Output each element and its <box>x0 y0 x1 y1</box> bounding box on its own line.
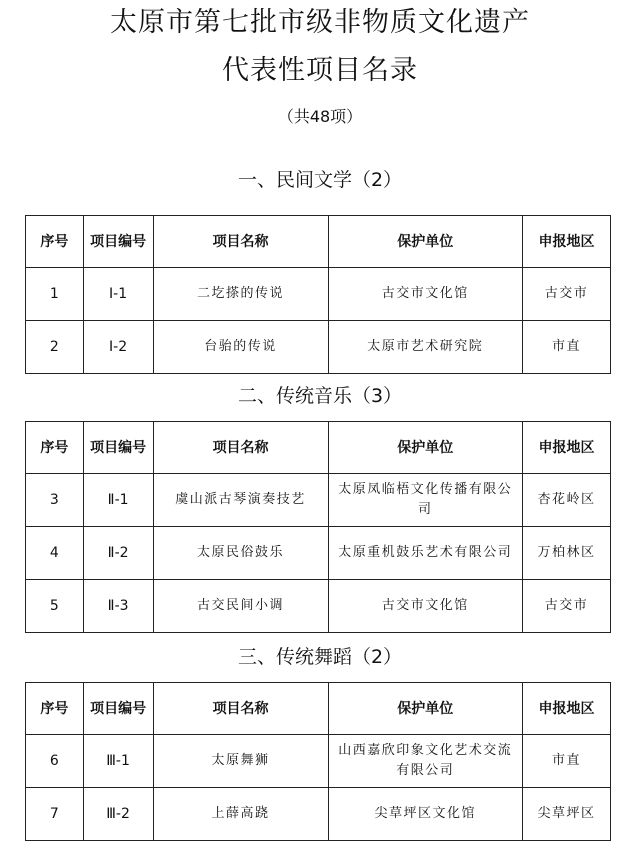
cell-unit: 太原市艺术研究院 <box>328 321 522 374</box>
header-name: 项目名称 <box>153 683 328 735</box>
table-folk-literature <box>25 215 611 374</box>
cell-no: 7 <box>26 788 84 841</box>
cell-code: Ⅱ-1 <box>83 474 153 527</box>
cell-no: 1 <box>26 268 84 321</box>
section-heading-traditional-dance: 三、传统舞蹈（2） <box>237 646 403 668</box>
cell-region: 古交市 <box>522 580 610 633</box>
header-code: 项目编号 <box>83 216 153 268</box>
cell-no: 6 <box>26 735 84 788</box>
table-row <box>26 527 611 580</box>
table-traditional-dance <box>25 682 611 841</box>
header-code: 项目编号 <box>83 683 153 735</box>
cell-region: 杏花岭区 <box>522 474 610 527</box>
cell-region: 古交市 <box>522 268 610 321</box>
item-count: （共48项） <box>277 107 363 126</box>
table-row <box>26 735 611 788</box>
section-heading-folk-literature: 一、民间文学（2） <box>237 169 403 191</box>
cell-no: 5 <box>26 580 84 633</box>
cell-no: 2 <box>26 321 84 374</box>
header-no: 序号 <box>26 216 84 268</box>
cell-no: 3 <box>26 474 84 527</box>
table-header-row <box>26 422 611 474</box>
table-traditional-music <box>25 421 611 633</box>
header-name: 项目名称 <box>153 216 328 268</box>
cell-code: Ⅲ-2 <box>83 788 153 841</box>
cell-no: 4 <box>26 527 84 580</box>
cell-unit: 太原重机鼓乐艺术有限公司 <box>328 527 522 580</box>
table-row <box>26 580 611 633</box>
header-unit: 保护单位 <box>328 216 522 268</box>
header-name: 项目名称 <box>153 422 328 474</box>
cell-unit: 古交市文化馆 <box>328 268 522 321</box>
cell-unit: 太原凤临梧文化传播有限公司 <box>328 474 522 527</box>
cell-code: Ⅰ-2 <box>83 321 153 374</box>
header-region: 申报地区 <box>522 683 610 735</box>
cell-name: 台骀的传说 <box>153 321 328 374</box>
header-unit: 保护单位 <box>328 422 522 474</box>
cell-name: 古交民间小调 <box>153 580 328 633</box>
cell-name: 二圪搽的传说 <box>153 268 328 321</box>
cell-code: Ⅰ-1 <box>83 268 153 321</box>
cell-code: Ⅱ-3 <box>83 580 153 633</box>
table-header-row <box>26 216 611 268</box>
cell-region: 万柏林区 <box>522 527 610 580</box>
table-row <box>26 321 611 374</box>
header-unit: 保护单位 <box>328 683 522 735</box>
cell-region: 市直 <box>522 321 610 374</box>
table-row <box>26 474 611 527</box>
header-region: 申报地区 <box>522 216 610 268</box>
cell-name: 太原舞狮 <box>153 735 328 788</box>
header-no: 序号 <box>26 683 84 735</box>
cell-unit: 尖草坪区文化馆 <box>328 788 522 841</box>
page-title: 太原市第七批市级非物质文化遗产 <box>110 7 530 38</box>
table-row <box>26 268 611 321</box>
section-heading-traditional-music: 二、传统音乐（3） <box>237 385 403 407</box>
cell-unit: 山西嘉欣印象文化艺术交流有限公司 <box>328 735 522 788</box>
cell-name: 太原民俗鼓乐 <box>153 527 328 580</box>
header-no: 序号 <box>26 422 84 474</box>
header-code: 项目编号 <box>83 422 153 474</box>
cell-name: 上薛高跷 <box>153 788 328 841</box>
cell-unit: 古交市文化馆 <box>328 580 522 633</box>
cell-name: 虞山派古琴演奏技艺 <box>153 474 328 527</box>
header-region: 申报地区 <box>522 422 610 474</box>
page-title-line2: 代表性项目名录 <box>222 55 418 86</box>
table-row <box>26 788 611 841</box>
cell-region: 市直 <box>522 735 610 788</box>
cell-code: Ⅱ-2 <box>83 527 153 580</box>
cell-region: 尖草坪区 <box>522 788 610 841</box>
cell-code: Ⅲ-1 <box>83 735 153 788</box>
table-header-row <box>26 683 611 735</box>
